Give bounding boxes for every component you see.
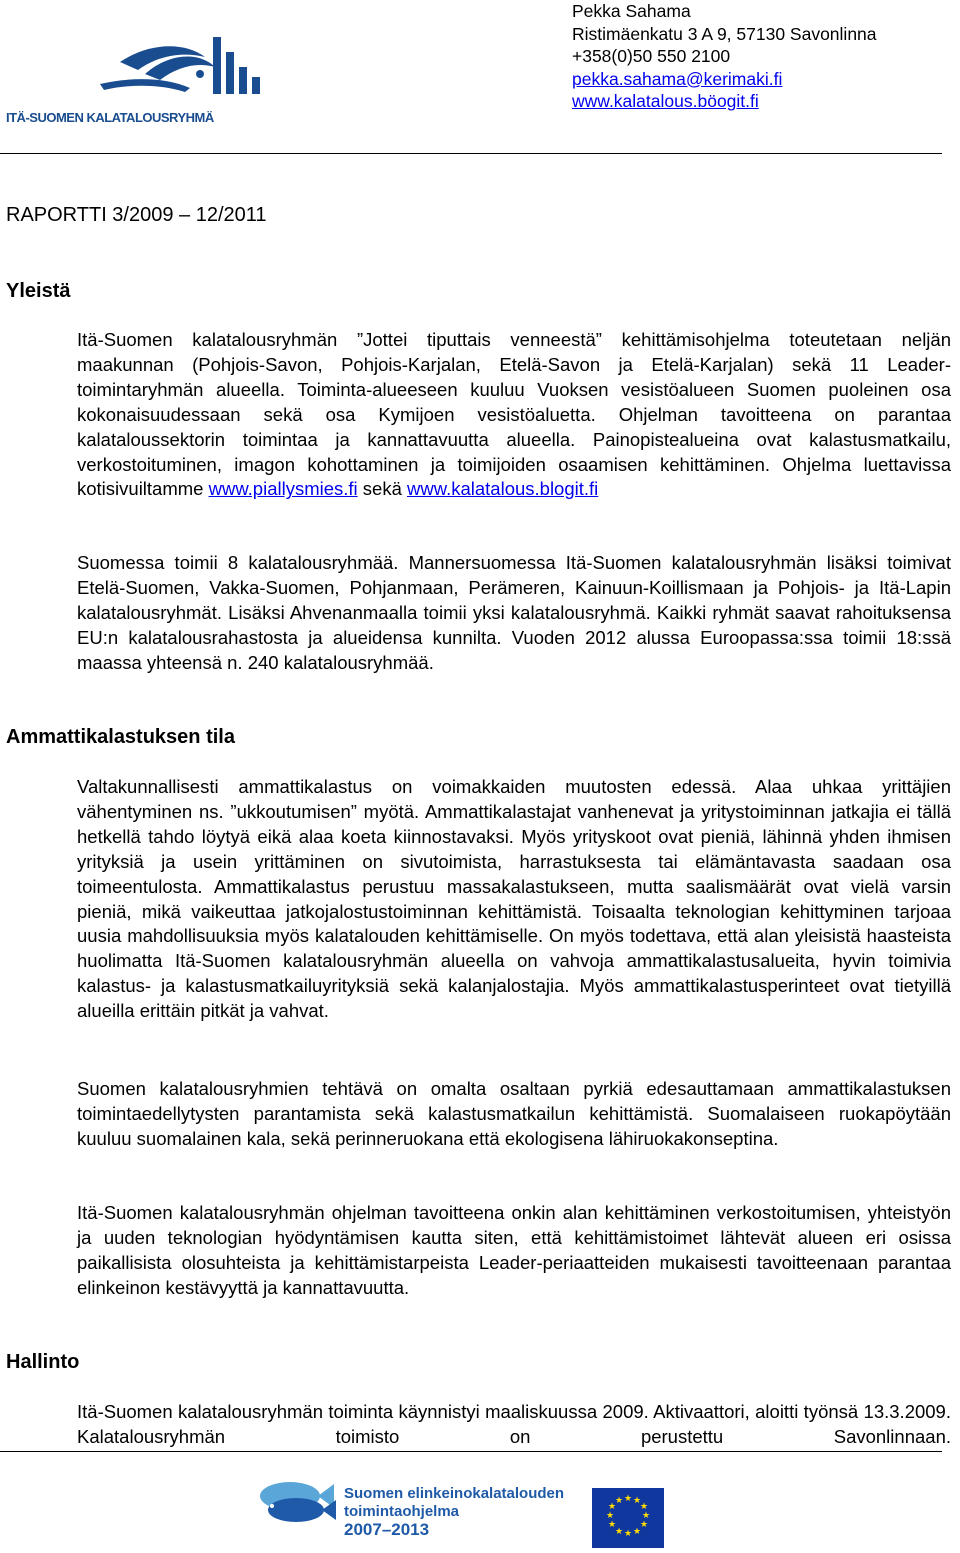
svg-text:★: ★ — [641, 1511, 651, 1521]
paragraph-yleista-1 — [77, 328, 951, 502]
heading-hallinto: Hallinto — [6, 1351, 80, 1373]
paragraph-ammattikalastus-1: Valtakunnallisesti ammattikalastus on voimakkaiden muutosten edessä. Alaa uhkaa yrittäjien vähentyminen ns. ”ukkoutumisen” myötä. Ammattikalastajat vanhenevat ja yritystoiminnan jatkajia ei tällä hetkellä tahdo löytyä eikä alaa koeta kiinnostavaksi. Myös yrityskoot ovat pieniä, lähinnä yhden ihmisen yrityksiä ja usein yrittäminen on sivutoimista, harrastuksesta tai elämäntavasta saadaan osa toimeentulosta. Ammattikalastus perustuu massakalastukseen, mutta saalismäärät ovat vielä varsin pieniä, mikä vaikeuttaa jatkojalostustoiminnan kehittämistä. Toisaalta teknologian kehittyminen tarjoaa uusia mahdollisuuksia myös kalatalouden kehittämiselle. On myös todettava, että alan yleisistä haasteista huolimatta Itä-Suomen kalatalousryhmän alueella on vahvoja ammattikalastusalueita, hyvin toimivia kalastus- ja kalastusmatkailuyrityksiä sekä kalanjalostajia. Myös ammattikalastusperinteet ovat tietyillä alueilla erittäin pitkät ja vahvat. — [77, 776, 951, 1022]
footer-logo-years: 2007–2013 — [344, 1520, 430, 1538]
contact-email-link[interactable]: pekka.sahama@kerimaki.fi — [572, 68, 783, 89]
eu-flag-icon — [592, 1488, 664, 1548]
paragraph-hallinto-1: Itä-Suomen kalatalousryhmän toiminta käynnistyi maaliskuussa 2009. Aktivaattori, aloitti työnsä 13.3.2009. Kalatalousryhmän toimisto on perustettu Savonlinnaan. — [77, 1401, 951, 1447]
footer-logo-line2: toimintaohjelma — [344, 1503, 460, 1520]
svg-text:★: ★ — [614, 1527, 624, 1537]
svg-text:★: ★ — [623, 1494, 633, 1504]
piallysmies-link[interactable]: www.piallysmies.fi — [208, 478, 358, 500]
kalatalousryhma-logo — [0, 22, 280, 125]
fish-waves-icon — [0, 22, 280, 122]
contact-name: Pekka Sahama — [572, 1, 691, 21]
svg-text:★: ★ — [605, 1511, 615, 1521]
svg-text:★: ★ — [614, 1496, 624, 1506]
contact-website-link[interactable]: www.kalatalous.böogit.fi — [572, 91, 759, 111]
toimintaohjelma-logo — [248, 1468, 578, 1538]
contact-block — [572, 0, 877, 113]
paragraph-yleista-2: Suomessa toimii 8 kalatalousryhmää. Mannersuomessa Itä-Suomen kalatalousryhmän lisäksi toimivat Etelä-Suomen, Vakka-Suomen, Pohjanmaan, Perämeren, Kainuun-Koillismaan ja Pohjois- ja Itä-Lapin kalatalousryhmät. Lisäksi Ahvenanmaalla toimii yksi kalatalousryhmä. Kaikki ryhmät saavat rahoituksensa EU:n kalatalousrahastosta ja alueidensa kunnilta. Vuoden 2012 alussa Euroopassa:ssa toimii 18:ssä maassa yhteensä n. 240 kalatalousryhmää. — [77, 552, 951, 673]
footer-divider — [0, 1451, 942, 1452]
svg-text:★: ★ — [623, 1529, 633, 1539]
footer-logo-line1: Suomen elinkeinokalatalouden — [344, 1485, 565, 1502]
paragraph-text: Itä-Suomen kalatalousryhmän ”Jottei tiputtais venneestä” kehittämisohjelma toteutetaan neljän maakunnan (Pohjois-Savon, Pohjois-Karjalan, Etelä-Savon ja Etelä-Karjalan) sekä 11 Leader-toimintaryhmän alueella. Toiminta-alueeseen kuuluu Vuoksen vesistöalueen Suomen puoleinen osa kokonaisuudessaan sekä osa Kymijoen vesistöaluetta. Ohjelman tavoitteena on parantaa kalataloussektorin toimintaa ja kannattavuutta alueella. Painopistealueina ovat kalastusmatkailu, verkostoituminen, imagon kohottaminen ja toimijoiden osaamisen kehittäminen. Ohjelma luettavissa kotisivuiltamme — [77, 329, 951, 500]
heading-ammattikalastus: Ammattikalastuksen tila — [6, 726, 235, 748]
paragraph-ammattikalastus-3: Itä-Suomen kalatalousryhmän ohjelman tavoitteena onkin alan kehittäminen verkostoitumisen, yhteistyön ja uuden teknologian hyödyntämisen kautta siten, että kehittämistoimet lähtevät alueen eri osissa paikallisista olosuhteista ja kehittämistarpeista Leader-periaatteiden mukaisesti tavoitteenaan parantaa elinkeinon kestävyyttä ja kannattavuutta. — [77, 1202, 951, 1298]
svg-text:★: ★ — [632, 1496, 642, 1506]
svg-text:★: ★ — [607, 1502, 617, 1512]
contact-phone: +358(0)50 550 2100 — [572, 46, 731, 66]
fish-icon — [260, 1482, 336, 1522]
svg-text:★: ★ — [639, 1502, 649, 1512]
link-joiner: sekä — [357, 478, 408, 500]
report-title: RAPORTTI 3/2009 – 12/2011 — [6, 204, 267, 226]
logo-text: ITÄ-SUOMEN KALATALOUSRYHMÄ — [6, 110, 214, 125]
svg-text:★: ★ — [607, 1520, 617, 1530]
svg-text:★: ★ — [639, 1520, 649, 1530]
svg-text:★: ★ — [632, 1527, 642, 1537]
header-divider — [0, 153, 942, 154]
contact-address: Ristimäenkatu 3 A 9, 57130 Savonlinna — [572, 23, 877, 44]
heading-yleista: Yleistä — [6, 280, 71, 302]
kalatalous-blogit-link[interactable]: www.kalatalous.blogit.fi — [407, 478, 599, 500]
paragraph-ammattikalastus-2: Suomen kalatalousryhmien tehtävä on omalta osaltaan pyrkiä edesauttamaan ammattikalastuksen toimintaedellytysten parantamista sekä kalastusmatkailun kehittämistä. Suomalaiseen ruokapöytään kuuluu suomalainen kala, sekä perinneruokana että ekologisena lähiruokakonseptina. — [77, 1078, 951, 1149]
